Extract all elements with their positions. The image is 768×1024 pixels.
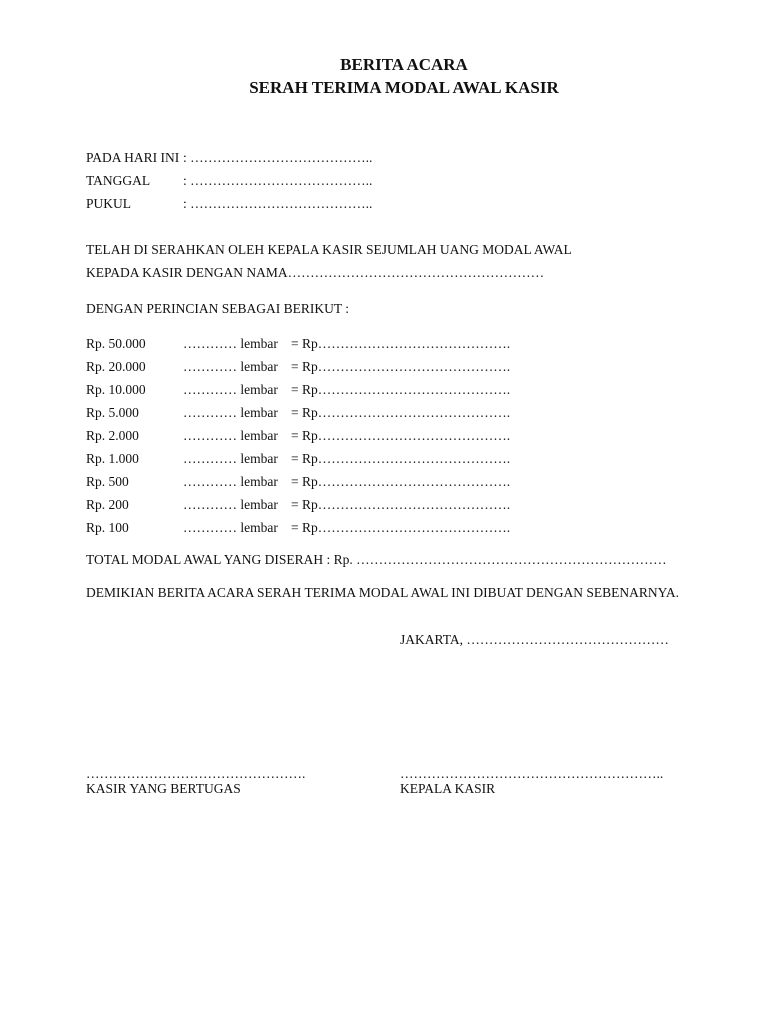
denomination-qty: ………… lembar xyxy=(183,336,278,351)
denomination-amount: = Rp……………………………………. xyxy=(291,520,511,535)
denomination-label: Rp. 2.000 xyxy=(86,428,139,443)
denomination-qty: ………… lembar xyxy=(183,405,278,420)
field-label-tanggal: TANGGAL xyxy=(86,173,151,188)
denomination-amount: = Rp……………………………………. xyxy=(291,428,511,443)
field-value-pukul: : ………………………………….. xyxy=(183,196,373,211)
denomination-label: Rp. 500 xyxy=(86,474,129,489)
signature-label-kasir: KASIR YANG BERTUGAS xyxy=(86,781,241,796)
denomination-amount: = Rp……………………………………. xyxy=(291,405,511,420)
signature-line-kepala: ………………………………………………….. xyxy=(400,766,664,781)
denomination-label: Rp. 1.000 xyxy=(86,451,139,466)
denomination-qty: ………… lembar xyxy=(183,497,278,512)
place-date: JAKARTA, ……………………………………… xyxy=(400,632,669,647)
field-label-pukul: PUKUL xyxy=(86,196,132,211)
signature-line-kasir: …………………………………………. xyxy=(86,766,306,781)
denomination-amount: = Rp……………………………………. xyxy=(291,336,511,351)
denomination-amount: = Rp……………………………………. xyxy=(291,359,511,374)
denomination-qty: ………… lembar xyxy=(183,520,278,535)
denomination-amount: = Rp……………………………………. xyxy=(291,382,511,397)
denomination-label: Rp. 20.000 xyxy=(86,359,146,374)
denomination-amount: = Rp……………………………………. xyxy=(291,474,511,489)
denomination-qty: ………… lembar xyxy=(183,359,278,374)
denomination-amount: = Rp……………………………………. xyxy=(291,451,511,466)
total-line: TOTAL MODAL AWAL YANG DISERAH : Rp. …………………………………………………………… xyxy=(86,552,667,567)
document-subtitle: SERAH TERIMA MODAL AWAL KASIR xyxy=(249,78,559,97)
statement-line-1: TELAH DI SERAHKAN OLEH KEPALA KASIR SEJUMLAH UANG MODAL AWAL xyxy=(86,242,572,257)
denomination-qty: ………… lembar xyxy=(183,451,278,466)
denomination-qty: ………… lembar xyxy=(183,428,278,443)
document-title: BERITA ACARA xyxy=(340,55,468,74)
field-value-tanggal: : ………………………………….. xyxy=(183,173,373,188)
denomination-label: Rp. 100 xyxy=(86,520,129,535)
denomination-label: Rp. 5.000 xyxy=(86,405,139,420)
signature-label-kepala: KEPALA KASIR xyxy=(400,781,496,796)
denomination-label: Rp. 200 xyxy=(86,497,129,512)
breakdown-heading: DENGAN PERINCIAN SEBAGAI BERIKUT : xyxy=(86,301,349,316)
statement-line-2: KEPADA KASIR DENGAN NAMA………………………………………………… xyxy=(86,265,545,280)
denomination-qty: ………… lembar xyxy=(183,474,278,489)
field-value-hari: : ………………………………….. xyxy=(183,150,373,165)
closing-statement: DEMIKIAN BERITA ACARA SERAH TERIMA MODAL AWAL INI DIBUAT DENGAN SEBENARNYA. xyxy=(86,585,679,600)
denomination-amount: = Rp……………………………………. xyxy=(291,497,511,512)
field-label-hari: PADA HARI INI xyxy=(86,150,180,165)
denomination-label: Rp. 50.000 xyxy=(86,336,146,351)
denomination-label: Rp. 10.000 xyxy=(86,382,146,397)
denomination-qty: ………… lembar xyxy=(183,382,278,397)
